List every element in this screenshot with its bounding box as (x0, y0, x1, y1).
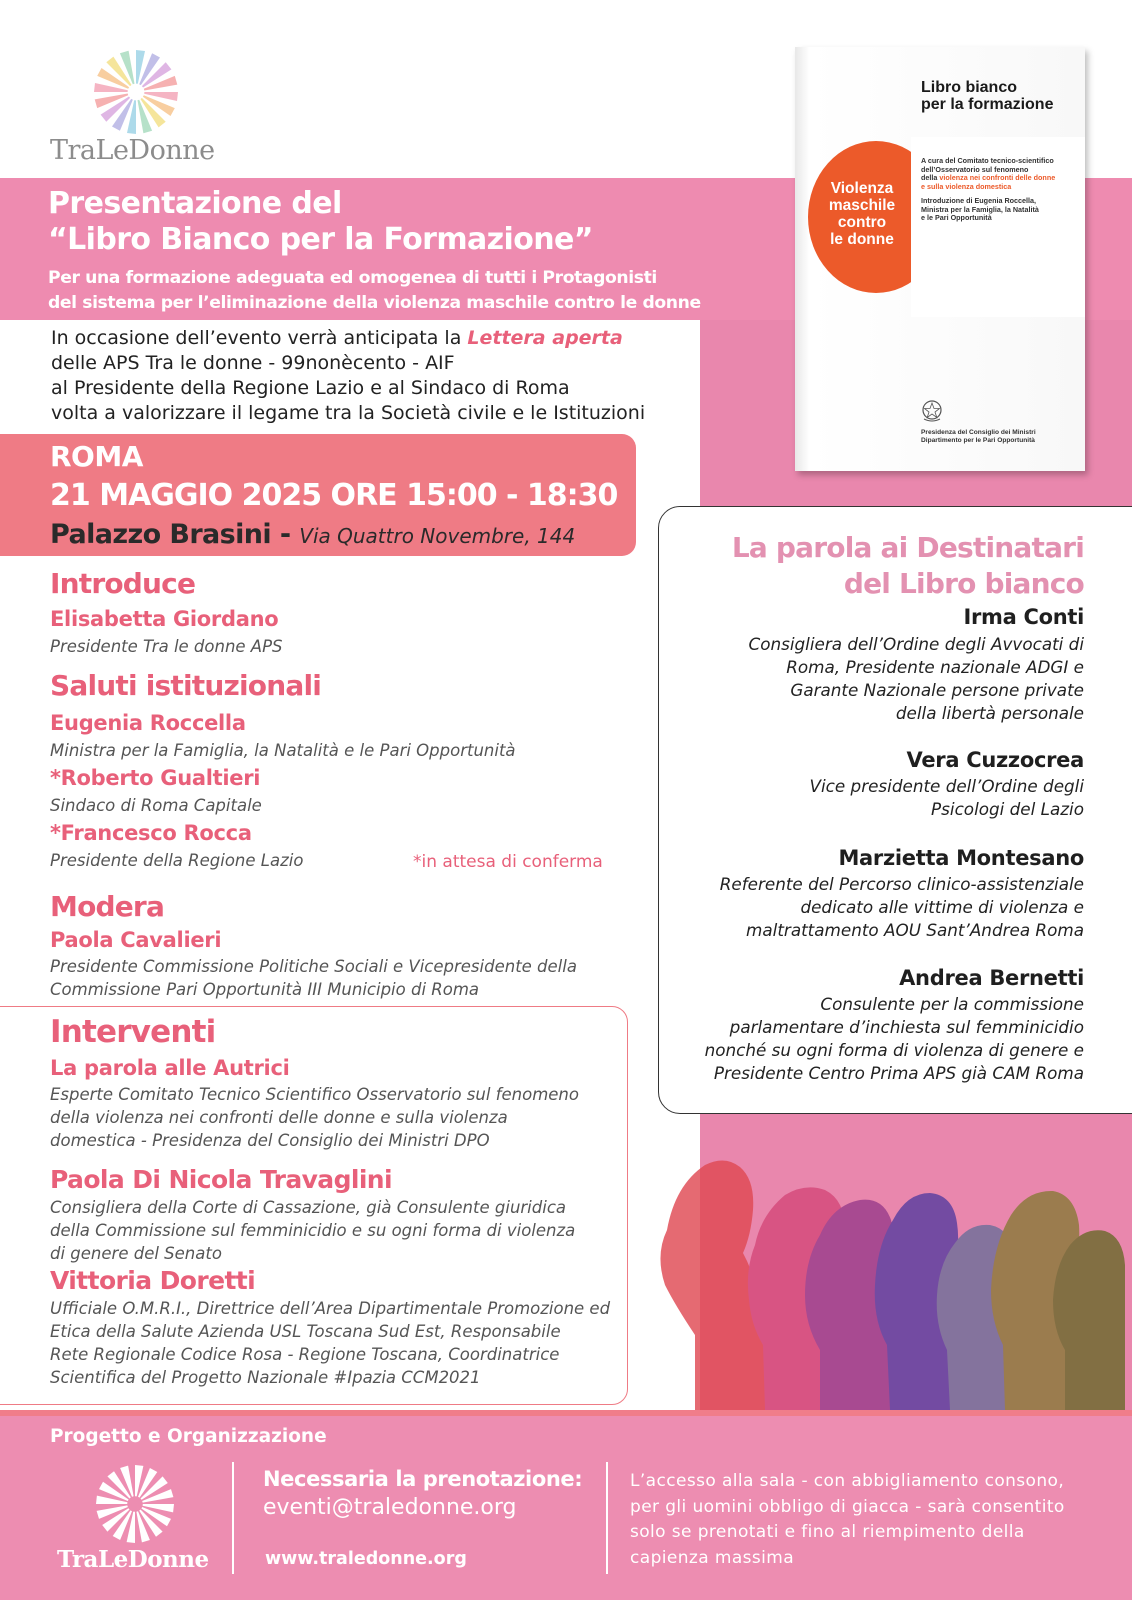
role-line: dedicato alle vittime di violenza e (800, 897, 1084, 917)
book-credit-line: della (921, 173, 940, 183)
speaker-name: Eugenia Roccella (50, 711, 246, 735)
book-intro-line: Ministra per la Famiglia, la Natalità (921, 204, 1039, 214)
book-title (921, 79, 1053, 113)
subtitle-line: Per una formazione adeguata ed omogenea di tutti i Protagonisti (48, 268, 657, 288)
footer-label: Progetto e Organizzazione (50, 1426, 327, 1447)
role-line: Referente del Percorso clinico-assistenziale (719, 874, 1084, 894)
book-intro-line: e le Pari Opportunità (921, 213, 992, 223)
role-line: Roma, Presidente nazionale ADGI e (786, 657, 1084, 677)
speaker-name: Vittoria Doretti (50, 1266, 256, 1295)
role-line: Vice presidente dell’Ordine degli (809, 776, 1084, 796)
destinatario-name: Andrea Bernetti (899, 966, 1084, 990)
website-link[interactable]: www.traledonne.org (265, 1549, 467, 1569)
speaker-role: Presidente Tra le donne APS (50, 637, 283, 656)
traledonne-logo-icon (94, 50, 178, 134)
book-circle-line: Violenza (830, 180, 894, 197)
confirmation-note: *in attesa di conferma (413, 852, 603, 872)
role-line: Scientifica del Progetto Nazionale #Ipazia CCM2021 (50, 1368, 481, 1387)
speaker-role (50, 1297, 610, 1389)
destinatario-role (705, 993, 1084, 1085)
role-line: Consigliera della Corte di Cassazione, già Consulente giuridica (50, 1198, 567, 1217)
event-title-line1: Presentazione del (48, 186, 342, 221)
intro-text: volta a valorizzare il legame tra la Società civile e le Istituzioni (51, 402, 646, 424)
book-circle-text (808, 180, 916, 248)
footer-separator (606, 1462, 608, 1574)
role-line: Psicologi del Lazio (931, 799, 1084, 819)
speaker-role (50, 1083, 579, 1152)
destinatari-heading (732, 530, 1084, 602)
speaker-role: Sindaco di Roma Capitale (50, 796, 262, 815)
booking-label: Necessaria la prenotazione: (263, 1467, 583, 1491)
role-line: Garante Nazionale persone private (790, 680, 1084, 700)
event-subtitle (48, 266, 788, 316)
booking-email-link[interactable]: eventi@traledonne.org (263, 1495, 517, 1520)
role-line: domestica - Presidenza del Consiglio dei Ministri DPO (50, 1131, 490, 1150)
role-line: della violenza nei confronti delle donne e sulla violenza (50, 1108, 508, 1127)
speaker-role: Presidente della Regione Lazio (50, 851, 304, 870)
intro-paragraph (51, 326, 691, 426)
book-credits (921, 157, 1071, 191)
access-line: solo se prenotati e fino al riempimento della (630, 1522, 1025, 1542)
book-credit-line: dell’Osservatorio sul fenomeno (921, 164, 1029, 174)
book-credit-red: violenza nei confronti delle donne (939, 173, 1056, 183)
role-line: della libertà personale (895, 703, 1084, 723)
role-line: Commissione Pari Opportunità III Municipio di Roma (50, 980, 480, 999)
access-line: per gli uomini obbligo di giacca - sarà consentito (630, 1496, 1065, 1517)
speaker-name: La parola alle Autrici (50, 1056, 290, 1080)
speaker-role: Ministra per la Famiglia, la Natalità e le Pari Opportunità (50, 741, 516, 760)
book-cover-image (795, 47, 1085, 471)
footer-separator (232, 1462, 234, 1574)
book-title-line: Libro bianco (921, 79, 1017, 96)
modera-heading: Modera (50, 890, 165, 923)
event-title-line2: “Libro Bianco per la Formazione” (48, 222, 593, 257)
speaker-name: *Roberto Gualtieri (50, 766, 261, 790)
destinatari-heading-line: del Libro bianco (843, 567, 1084, 600)
women-silhouettes-illustration (655, 1135, 1125, 1410)
role-line: maltrattamento AOU Sant’Andrea Roma (746, 920, 1084, 940)
destinatario-name: Vera Cuzzocrea (906, 748, 1084, 772)
speaker-name: Paola Di Nicola Travaglini (50, 1165, 392, 1194)
book-intro-line: Introduzione di Eugenia Roccella, (921, 196, 1037, 205)
book-circle-line: contro (837, 214, 887, 231)
book-circle-line: le donne (830, 231, 894, 248)
speaker-name: *Francesco Rocca (50, 821, 252, 845)
destinatario-role (720, 873, 1084, 942)
book-credit-line: A cura del Comitato tecnico-scientifico (921, 156, 1054, 165)
book-title-line: per la formazione (921, 96, 1054, 113)
role-line: nonché su ogni forma di violenza di genere e (704, 1040, 1084, 1060)
venue-address: Via Quattro Novembre, 144 (299, 524, 576, 548)
book-credit-red: e sulla violenza domestica (921, 181, 1012, 191)
destinatario-role (810, 775, 1084, 821)
book-introduction (921, 197, 1071, 223)
role-line: Consulente per la commissione (820, 994, 1084, 1014)
logo-text: TraLeDonne (50, 135, 215, 166)
destinatario-role (749, 633, 1085, 725)
event-venue (50, 519, 575, 550)
role-line: Presidente Centro Prima APS già CAM Roma (713, 1063, 1084, 1083)
introduce-heading: Introduce (50, 567, 196, 600)
subtitle-line: del sistema per l’eliminazione della violenza maschile contro le donne (48, 293, 701, 313)
book-circle-line: maschile (828, 197, 896, 214)
republic-emblem-icon (921, 399, 943, 423)
intro-text: al Presidente della Regione Lazio e al Sindaco di Roma (51, 377, 570, 399)
open-letter-highlight: Lettera aperta (467, 327, 623, 349)
traledonne-logo-icon (96, 1465, 174, 1543)
role-line: della Commissione sul femminicidio e su ogni forma di violenza (50, 1221, 576, 1240)
intro-text: In occasione dell’evento verrà anticipata la (51, 327, 468, 349)
speaker-role (50, 955, 577, 1001)
book-publisher-line: Dipartimento per le Pari Opportunità (921, 437, 1035, 444)
role-line: di genere del Senato (50, 1244, 222, 1263)
destinatari-heading-line: La parola ai Destinatari (731, 531, 1084, 564)
book-publisher-line: Presidenza del Consiglio dei Ministri (921, 429, 1036, 436)
intro-text: delle APS Tra le donne - 99nonècento - AIF (51, 352, 455, 374)
role-line: Consigliera dell’Ordine degli Avvocati di (748, 634, 1084, 654)
access-line: L’accesso alla sala - con abbigliamento consono, (630, 1471, 1065, 1491)
role-line: parlamentare d’inchiesta sul femminicidio (729, 1017, 1084, 1037)
speaker-name: Elisabetta Giordano (50, 607, 279, 631)
speaker-role (50, 1196, 575, 1265)
role-line: Ufficiale O.M.R.I., Direttrice dell’Area Dipartimentale Promozione ed (50, 1299, 611, 1318)
access-notice (630, 1469, 1092, 1571)
speaker-name: Paola Cavalieri (50, 928, 222, 952)
role-line: Presidente Commissione Politiche Sociali e Vicepresidente della (50, 957, 577, 976)
role-line: Rete Regionale Codice Rosa - Regione Toscana, Coordinatrice (50, 1345, 560, 1364)
footer-divider (0, 1410, 1132, 1416)
venue-name: Palazzo Brasini - (50, 519, 300, 550)
book-publisher (921, 429, 1081, 445)
event-city: ROMA (50, 440, 143, 473)
destinatario-name: Marzietta Montesano (838, 846, 1084, 870)
footer-logo-text: TraLeDonne (57, 1546, 209, 1573)
saluti-heading: Saluti istituzionali (50, 669, 322, 702)
role-line: Etica della Salute Azienda USL Toscana Sud Est, Responsabile (50, 1322, 561, 1341)
interventi-heading: Interventi (50, 1014, 216, 1050)
access-line: capienza massima (630, 1547, 795, 1568)
role-line: Esperte Comitato Tecnico Scientifico Osservatorio sul fenomeno (50, 1085, 579, 1104)
destinatario-name: Irma Conti (963, 605, 1084, 629)
event-datetime: 21 MAGGIO 2025 ORE 15:00 - 18:30 (50, 478, 618, 513)
